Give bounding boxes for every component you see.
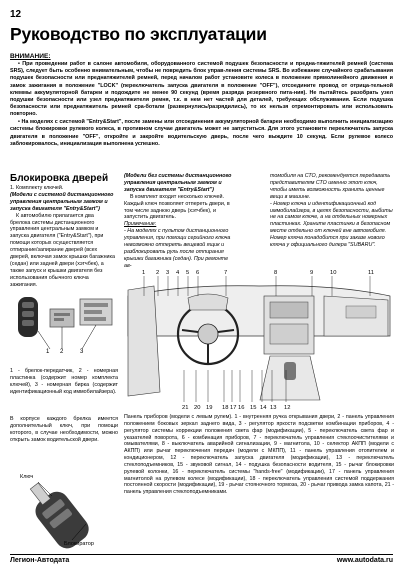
diagram-callout-bottom: 16 <box>238 405 245 411</box>
col1-after: В корпусе каждого брелка имеется дополнительный ключ, при помощи которого, в случае необходимости, можно открыть замок водительской двери. <box>10 416 118 443</box>
footer-rule <box>10 554 393 555</box>
emergency-key-image <box>12 468 112 550</box>
fob-label-1: 1 <box>46 349 50 355</box>
blocker-label: Блокиратор <box>64 541 94 547</box>
diagram-callout-top: 7 <box>224 270 228 276</box>
diagram-callout-top: 6 <box>196 270 200 276</box>
col1-body: К автомобилю прилагается два брелока системы дистанционного управления центральным замком и запуска двигателя ("Entry&Start"), при помощи которых осуществляется отпирание/запирание дверей (всех дверей, включая замок крышки багажника (седан) или задней двери (хэтчбек), а также запуск и крышки двигателя без использования обычного ключа зажигания. <box>10 212 115 288</box>
diagram-callout-top: 3 <box>166 270 170 276</box>
diagram-callout-top: 5 <box>186 270 190 276</box>
dashboard-caption: Панель приборов (модели с левым рулем). 1 - внутренняя ручка открывания двери, 2 - панель управления положением боковых зеркал заднего вида, 3 - регулятор яркости подсветки комбинации приборов, 4 - регулятор системы коррекции положения света фар (модификации), 5 - переключатель света фар и указателей поворота, 6 - комбинация приборов, 7 - переключатель управления стеклоочистителями и омывателями, 8 - выключатель аварийной сигнализации, 9 - магнитола, 10 - селектор АКПП (модели с АКПП) или рычаг переключения передач (модели с МКПП), 11 - панель управления отопителем и кондиционером, 12 - переключатель запуска двигателя (модификации), 13 - переключатель стеклоподъемников, 15 - звуковой сигнал, 14 - подушка безопасности водителя, 15 - рычаг блокировки рулевой колонки, 16 - переключатель системы "hands-free" (модификации), 17 - панель управления магнитолой на рулевом колесе (модификации), 18 - переключатель управления системой поддержания постоянной скорости (модификации), 19 - рычаг стояночного тормоза, 20 - рычаг привода замка капота, 21 - панель управления стеклоподъемниками. <box>124 414 394 496</box>
col1 <box>10 185 115 289</box>
footer-publisher: Легион-Автодата <box>10 557 70 564</box>
fob-label-3: 3 <box>80 349 84 355</box>
fob-label-2: 2 <box>60 349 64 355</box>
diagram-callout-bottom: 20 <box>194 405 201 411</box>
warning-item: • На моделях с системой "Entry&Start", после замены или отсоединения аккумуляторной батареи необходимо выполнить инициализацию системы блокировки рулевого колеса, в противном случае двигатель может не запуститься. Для этого установите переключатель запуска двигателя в положение "OFF", откройте и закройте водительскую дверь, после чего выждите 10 секунд. Если рулевое колесо заблокировалось, инициализация выполнена успешно. <box>10 119 393 147</box>
diagram-callout-bottom: 12 <box>284 405 291 411</box>
fob-caption: 1 - брелок-передатчик, 2 - номерная пластинка (содержит номер комплекта ключей), 3 - номерная бирка (содержит идентификационный код иммобилайзера). <box>10 368 118 395</box>
col2 <box>124 173 232 270</box>
key-label: Ключ <box>20 474 34 480</box>
diagram-callout-top: 8 <box>274 270 278 276</box>
col2-body: В комплект входит несколько ключей. Каждый ключ позволяет отпереть двери, в том числе заднюю дверь (хэтчбек), и запустить двигатель. <box>124 193 230 221</box>
col1-intro: 1. Комплекту ключей. <box>10 185 64 191</box>
section-title: Блокировка дверей <box>10 173 109 184</box>
warning-heading: ВНИМАНИЕ: <box>10 53 51 60</box>
dashboard-diagram <box>124 266 394 412</box>
diagram-callout-top: 4 <box>176 270 180 276</box>
diagram-callout-top: 11 <box>368 270 375 276</box>
diagram-callout-bottom: 18 <box>222 405 229 411</box>
diagram-callout-bottom: 21 <box>182 405 189 411</box>
key-fob-image <box>10 291 120 368</box>
diagram-callout-bottom: 15 <box>250 405 257 411</box>
diagram-callout-bottom: 19 <box>206 405 213 411</box>
diagram-callout-top: 1 <box>142 270 146 276</box>
warning-item: • При проведении работ в салоне автомобиля, оборудованного системой подушек безопасности и предна-тяжителей ремней (система SRS), следует быть особенно внимательным, чтобы не повредить блок управ-ления системы SRS. Во избежание случайного срабатывания подушек безопасности или преднатяжителей ремней, перед началом работ установите колеса в положение прямолинейного движения и замок зажигания в положение "LOCK" (переключатель запуска двигателя в положение "OFF"), отсоедините провод от отрица-тельной клеммы аккумуляторной батареи и подождите не менее 90 секунд (время разряда резервного пита-ния). Не пытайтесь разобрать узел подушки безопасности или узел преднатяжителя ремня, т.к. в нем нет частей для деталей, требующих обслуживания. Если подушка безопасности или преднатяжитель ремней сра-ботали (развернулись/разрядились), то их нельзя отремонтировать или использовать повторно. <box>10 61 393 118</box>
col2-model-head: (Модели без системы дистанционного управления центральным замком и запуска двигателя "Entry&Start") <box>124 173 232 193</box>
diagram-callout-top: 2 <box>156 270 160 276</box>
diagram-callout-bottom: 13 <box>270 405 277 411</box>
diagram-callout-bottom: 17 <box>230 405 237 411</box>
col1-model-head: (Модели с системой дистанционного управления центральным замком и запуска двигателя "Entry&Start") <box>10 191 114 212</box>
page-number: 12 <box>10 9 22 20</box>
warning-block <box>10 61 393 148</box>
diagram-callout-top: 10 <box>330 270 337 276</box>
diagram-callout-top: 9 <box>310 270 314 276</box>
footer-url: www.autodata.ru <box>336 557 393 564</box>
diagram-callout-bottom: 14 <box>260 405 267 411</box>
col3: томобиля на СТО, рекомендуется передавать представителям СТО именно этот ключ, чтобы иметь возможность хранить ценные вещи в машине. - Номер ключа и идентификационный код иммобилайзера, в целях безопасности, выбиты не на самом ключе, а на отдельных номерных пластинках. Храните пластинки в безопасном месте отдельно от ключей вне автомобиля. Номер ключа понадобится при заказе нового ключа у официального дилера "SUBARU". <box>270 173 393 249</box>
col2-note: - На моделях с пультом дистанционного управления, при помощи серийного ключа невозможно отпереть вещевой ящик и разблокировать руль после отпирания крышки багажника (седан). При ремонте ав- <box>124 228 231 269</box>
page-title: Руководство по эксплуатации <box>10 24 267 44</box>
col2-note-head: Примечание: <box>124 221 157 228</box>
